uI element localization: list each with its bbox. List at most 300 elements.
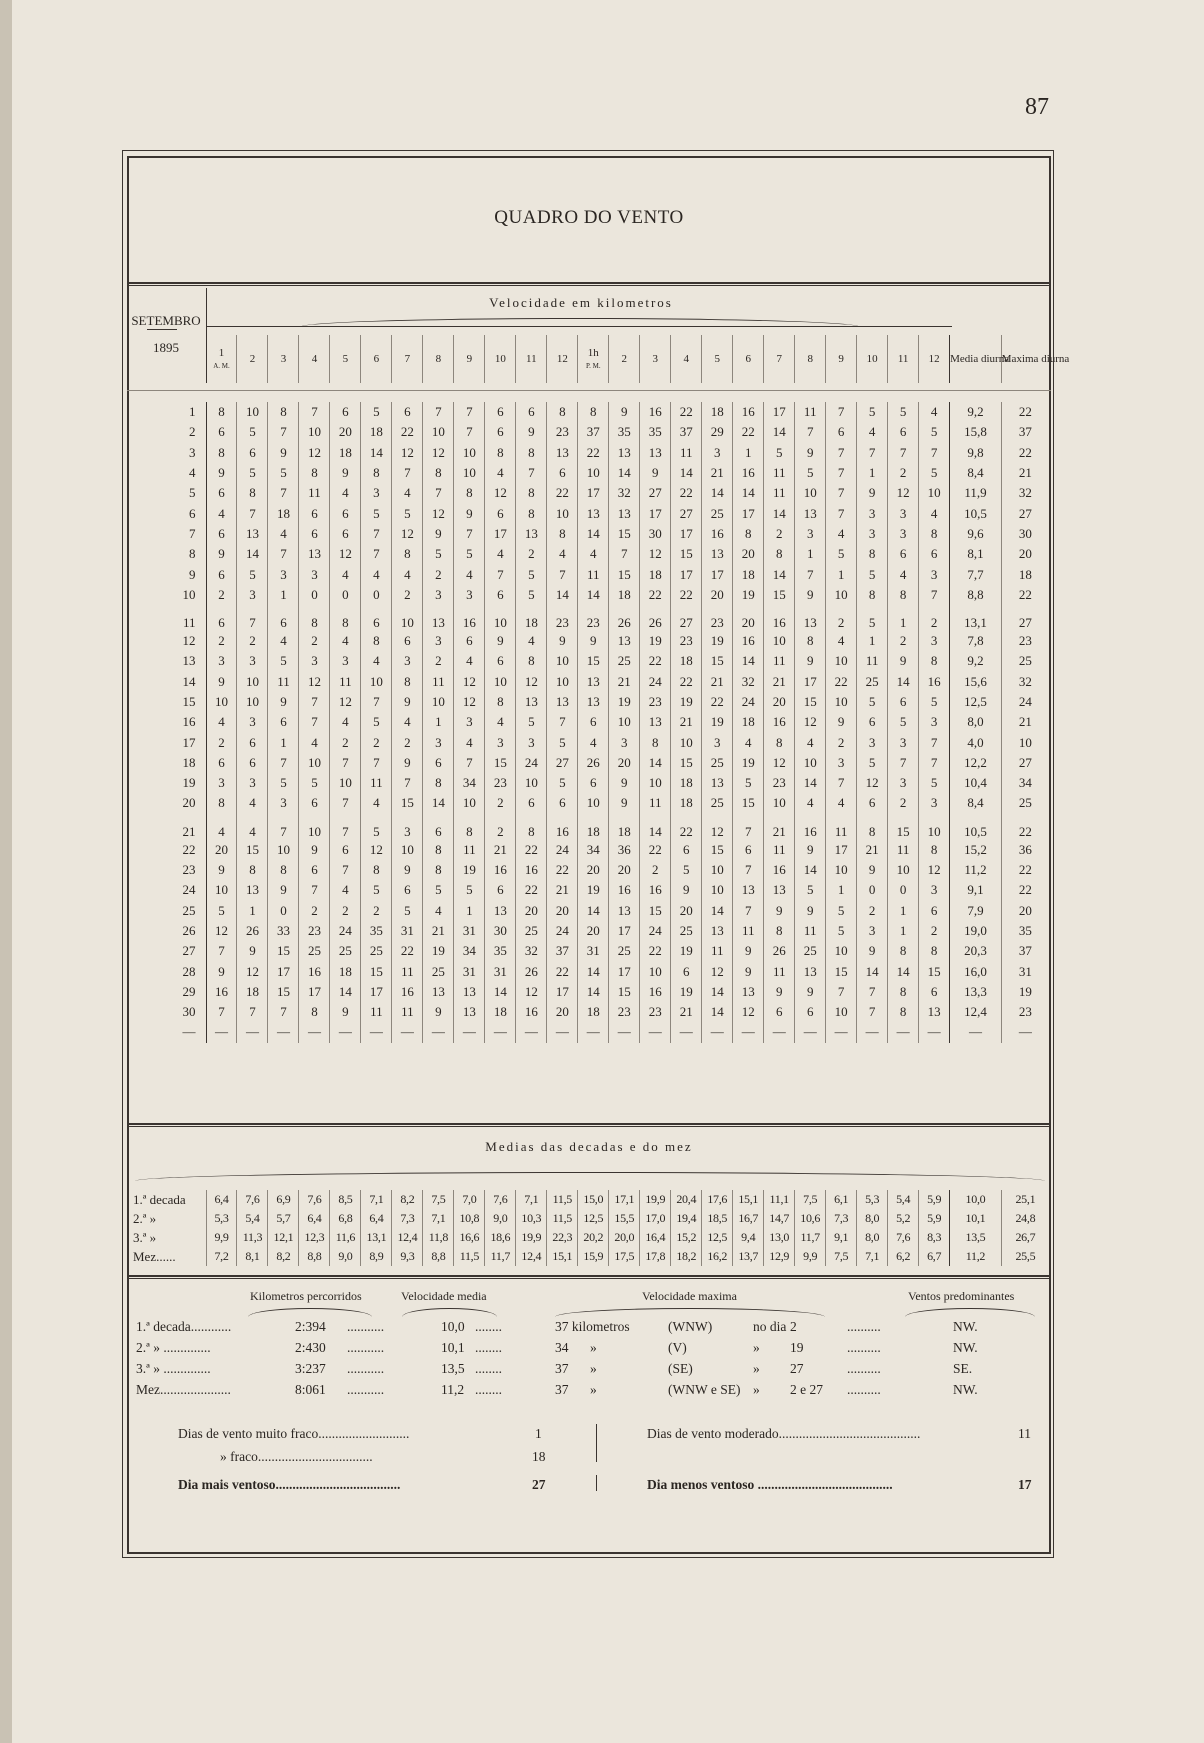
hour-value: 7 [888, 443, 919, 463]
hour-value: 2 [423, 564, 454, 584]
hour-value: 4 [454, 732, 485, 752]
average-hour-value: 22,3 [547, 1228, 578, 1247]
hour-value: 8 [330, 605, 361, 631]
hour-header-label: 1h [587, 346, 599, 359]
hour-value: 15 [392, 793, 423, 813]
average-hour-value: 15,5 [609, 1209, 640, 1228]
hour-value: 3 [919, 564, 950, 584]
hour-value: 8 [516, 651, 547, 671]
ventos-header: Ventos predominantes [908, 1289, 1015, 1303]
hour-header [764, 335, 795, 383]
hour-value: 3 [423, 732, 454, 752]
hour-value: 4 [392, 712, 423, 732]
hour-value: 8 [547, 524, 578, 544]
day-number: 20 [182, 795, 196, 811]
day-row [127, 773, 1049, 793]
hour-value: 2 [888, 463, 919, 483]
average-hour-value: 14,7 [764, 1209, 795, 1228]
media-diurna-value: 20,3 [950, 941, 1002, 961]
hour-value: 17 [795, 672, 826, 692]
maxima-diurna-value: 19 [1001, 982, 1049, 1002]
hour-value: 13 [237, 880, 268, 900]
mais-ventoso-label: Dia mais ventoso..................................... [178, 1477, 401, 1492]
hour-value: 18 [330, 961, 361, 981]
dash-mark: — [919, 1022, 950, 1042]
average-hour-value: 5,2 [888, 1209, 919, 1228]
day-label: » [753, 1340, 760, 1355]
hour-value: 22 [671, 585, 702, 605]
hour-value: 10 [609, 712, 640, 732]
average-hour-value: 9,0 [330, 1247, 361, 1266]
hour-value: 8 [516, 443, 547, 463]
hour-value: 11 [578, 564, 609, 584]
hour-value: 9 [733, 961, 764, 981]
hour-value: 4 [299, 732, 330, 752]
hour-header-label: 1 [218, 346, 225, 359]
hour-value: 2 [361, 901, 392, 921]
hour-value: 22 [578, 443, 609, 463]
hour-header-label: 4 [311, 353, 318, 365]
hour-value: 17 [547, 982, 578, 1002]
hour-value: 0 [857, 880, 888, 900]
hour-value: 11 [299, 483, 330, 503]
moderado-value: 11 [1018, 1426, 1031, 1441]
hour-value: 6 [330, 524, 361, 544]
hour-value: 17 [702, 564, 733, 584]
maxima-diurna-value: 18 [1001, 564, 1049, 584]
hour-value: 2 [826, 605, 857, 631]
media-diurna-value: 8,8 [950, 585, 1002, 605]
hour-value: 9 [423, 524, 454, 544]
hour-value: 7 [919, 585, 950, 605]
hour-value: 2 [764, 524, 795, 544]
hour-value: 7 [547, 564, 578, 584]
hour-value: 14 [237, 544, 268, 564]
hour-value: 13 [702, 921, 733, 941]
hour-value: 10 [454, 463, 485, 483]
hour-value: 12 [919, 860, 950, 880]
max-value: 34 [555, 1340, 569, 1355]
day-row [127, 901, 1049, 921]
hour-value: 4 [361, 793, 392, 813]
average-media-value: 10,0 [950, 1190, 1002, 1209]
hour-value: 7 [454, 753, 485, 773]
average-hour-value: 5,4 [237, 1209, 268, 1228]
hour-value: 9 [795, 901, 826, 921]
hour-value: 15 [268, 982, 299, 1002]
hour-value: 10 [299, 753, 330, 773]
hour-value: 4 [733, 732, 764, 752]
hour-value: 15 [671, 544, 702, 564]
hour-value: 14 [671, 463, 702, 483]
average-hour-value: 6,7 [919, 1247, 950, 1266]
hour-value: 23 [547, 422, 578, 442]
hour-value: 31 [578, 941, 609, 961]
hour-header-label: 8 [435, 353, 442, 365]
hour-value: 9 [609, 402, 640, 422]
hour-value: 15 [578, 651, 609, 671]
hour-value: 22 [733, 422, 764, 442]
hour-value: 25 [702, 503, 733, 523]
hour-value: 8 [237, 483, 268, 503]
hour-value: 16 [516, 1002, 547, 1022]
hour-value: 22 [547, 483, 578, 503]
hour-value: 7 [361, 524, 392, 544]
hour-value: 9 [609, 773, 640, 793]
hour-value: 26 [516, 961, 547, 981]
km-value: 2:394 [295, 1319, 326, 1334]
hour-value: 10 [485, 605, 516, 631]
hour-value: 18 [485, 1002, 516, 1022]
hour-value: 8 [268, 402, 299, 422]
hour-value: 5 [888, 402, 919, 422]
hour-value: 18 [330, 443, 361, 463]
average-hour-value: 5,3 [206, 1209, 237, 1228]
maxima-diurna-value: 27 [1001, 605, 1049, 631]
hour-value: 1 [268, 585, 299, 605]
hour-value: 6 [795, 1002, 826, 1022]
day-row [127, 793, 1049, 813]
media-diurna-value: 11,2 [950, 860, 1002, 880]
hour-value: 6 [578, 773, 609, 793]
vel-media-header: Velocidade media [401, 1289, 487, 1303]
hour-value: 14 [609, 463, 640, 483]
hour-value: 7 [361, 753, 392, 773]
hour-value: 6 [392, 402, 423, 422]
hour-value: 13 [485, 901, 516, 921]
hour-value: 16 [764, 605, 795, 631]
average-hour-value: 9,1 [826, 1228, 857, 1247]
hour-header [423, 335, 454, 383]
summary-dots: .......... [847, 1319, 881, 1334]
hour-value: 11 [764, 463, 795, 483]
hour-value: 14 [733, 651, 764, 671]
hour-value: 9 [454, 503, 485, 523]
hour-value: 8 [640, 732, 671, 752]
hour-value: 4 [795, 732, 826, 752]
hour-value: 34 [454, 941, 485, 961]
media-diurna-value: 15,2 [950, 840, 1002, 860]
hour-value: 20 [547, 1002, 578, 1022]
hour-value: 7 [516, 463, 547, 483]
summary-dots: ........ [475, 1382, 502, 1397]
hour-header-label: 12 [556, 353, 568, 365]
average-hour-value: 18,2 [671, 1247, 702, 1266]
average-hour-value: 5,4 [888, 1190, 919, 1209]
hour-value: 5 [795, 880, 826, 900]
hour-value: 10 [392, 840, 423, 860]
maxima-diurna-value: 21 [1001, 712, 1049, 732]
hour-value: 14 [702, 483, 733, 503]
hour-value: 4 [361, 651, 392, 671]
hour-value: 4 [919, 503, 950, 523]
hour-value: 3 [299, 651, 330, 671]
hour-value: 21 [857, 840, 888, 860]
hour-value: 12 [702, 814, 733, 840]
hour-value: 10 [206, 692, 237, 712]
hour-value: 2 [888, 793, 919, 813]
media-diurna-value: 13,3 [950, 982, 1002, 1002]
hour-value: 14 [795, 773, 826, 793]
hour-value: 6 [237, 732, 268, 752]
hour-value: 7 [299, 692, 330, 712]
media-diurna-value: 13,1 [950, 605, 1002, 631]
hour-header [609, 335, 640, 383]
hour-value: 5 [795, 463, 826, 483]
average-hour-value: 9,3 [392, 1247, 423, 1266]
km-value: 3:237 [295, 1361, 326, 1376]
year-label: 1895 [153, 340, 179, 355]
hour-value: 21 [423, 921, 454, 941]
hour-value: 30 [640, 524, 671, 544]
hour-value: 9 [516, 422, 547, 442]
hour-value: 5 [919, 422, 950, 442]
ventos-value: NW. [953, 1319, 978, 1334]
day-row [127, 880, 1049, 900]
hour-value: 6 [330, 402, 361, 422]
hour-value: 5 [299, 773, 330, 793]
hour-value: 9 [795, 585, 826, 605]
hour-value: 13 [609, 631, 640, 651]
hour-value: 2 [206, 631, 237, 651]
hour-value: 15 [609, 564, 640, 584]
hour-value: 7 [795, 564, 826, 584]
hour-value: 22 [547, 961, 578, 981]
hour-value: 16 [547, 814, 578, 840]
hour-value: 11 [671, 443, 702, 463]
hour-value: 35 [640, 422, 671, 442]
hour-value: 16 [764, 712, 795, 732]
hour-value: 20 [516, 901, 547, 921]
hour-value: 17 [733, 503, 764, 523]
hour-header-label: 7 [404, 353, 411, 365]
hour-value: 8 [237, 860, 268, 880]
hour-value: 4 [826, 631, 857, 651]
hour-value: 14 [764, 422, 795, 442]
hour-value: 4 [888, 564, 919, 584]
hour-value: 26 [237, 921, 268, 941]
hour-value: 7 [795, 422, 826, 442]
hour-value: 6 [826, 422, 857, 442]
hour-value: 5 [547, 732, 578, 752]
dash-mark: — [950, 1022, 1002, 1042]
hour-value: 5 [516, 585, 547, 605]
average-hour-value: 15,1 [547, 1247, 578, 1266]
hour-value: 9 [733, 941, 764, 961]
hour-value: 9 [857, 483, 888, 503]
hour-value: 14 [702, 1002, 733, 1022]
hour-value: 7 [268, 544, 299, 564]
average-maxima-value: 25,5 [1001, 1247, 1049, 1266]
average-hour-value: 9,4 [733, 1228, 764, 1247]
average-hour-value: 5,9 [919, 1190, 950, 1209]
hour-value: 7 [857, 1002, 888, 1022]
hour-value: 9 [392, 753, 423, 773]
day-row [127, 524, 1049, 544]
hour-header-table [127, 335, 1070, 383]
hour-value: 15 [361, 961, 392, 981]
hour-value: 1 [857, 631, 888, 651]
average-hour-value: 11,1 [764, 1190, 795, 1209]
hour-value: 9 [299, 840, 330, 860]
average-hour-value: 13,1 [361, 1228, 392, 1247]
summary-dots: .......... [847, 1382, 881, 1397]
hour-value: 0 [268, 901, 299, 921]
day-number: 13 [182, 653, 196, 669]
hour-value: 8 [578, 402, 609, 422]
hour-value: 6 [578, 712, 609, 732]
day-number: 26 [182, 922, 196, 938]
average-hour-value: 12,5 [578, 1209, 609, 1228]
dash-mark: — [423, 1022, 454, 1042]
day-row [127, 544, 1049, 564]
hour-value: 0 [361, 585, 392, 605]
hour-value: 11 [640, 793, 671, 813]
hour-value: 4 [423, 901, 454, 921]
media-diurna-value: 8,1 [950, 544, 1002, 564]
average-row [127, 1190, 1049, 1209]
hour-value: 4 [330, 712, 361, 732]
hour-value: 0 [888, 880, 919, 900]
hour-value: 37 [547, 941, 578, 961]
hour-value: 15 [795, 692, 826, 712]
hour-value: 1 [888, 605, 919, 631]
hour-value: 18 [361, 422, 392, 442]
hour-header-label: 12 [928, 353, 940, 365]
average-media-value: 13,5 [950, 1228, 1002, 1247]
hour-value: 10 [547, 503, 578, 523]
hour-value: 5 [237, 564, 268, 584]
hour-value: 6 [547, 793, 578, 813]
hour-value: 4 [454, 564, 485, 584]
hour-value: 10 [919, 483, 950, 503]
hour-value: 24 [640, 921, 671, 941]
hour-value: 9 [764, 901, 795, 921]
media-diurna-value: 9,1 [950, 880, 1002, 900]
average-hour-value: 7,3 [392, 1209, 423, 1228]
hour-header-label: 6 [373, 353, 380, 365]
average-hour-value: 9,9 [206, 1228, 237, 1247]
day-row [127, 692, 1049, 712]
average-hour-value: 13,0 [764, 1228, 795, 1247]
hour-value: 25 [299, 941, 330, 961]
fraco-value: 18 [532, 1449, 546, 1464]
hour-value: 24 [547, 840, 578, 860]
hour-value: 18 [578, 1002, 609, 1022]
hour-value: 6 [857, 712, 888, 732]
average-hour-value: 7,5 [423, 1190, 454, 1209]
maxima-diurna-value: 22 [1001, 860, 1049, 880]
hour-value: 8 [764, 544, 795, 564]
dash-mark: — [609, 1022, 640, 1042]
hour-value: 8 [423, 860, 454, 880]
hour-value: 9 [206, 672, 237, 692]
summary-label: Mez..................... [136, 1382, 231, 1397]
hour-value: 5 [237, 422, 268, 442]
hour-value: 21 [671, 712, 702, 732]
hour-value: 8 [361, 631, 392, 651]
average-hour-value: 6,9 [268, 1190, 299, 1209]
hour-header-label: 2 [621, 353, 628, 365]
hour-value: 15 [609, 524, 640, 544]
average-label: 3.ª » [133, 1229, 157, 1245]
hour-value: 6 [733, 840, 764, 860]
summary-label: 3.ª » .............. [136, 1361, 211, 1376]
hour-value: 6 [919, 901, 950, 921]
average-hour-value: 11,5 [454, 1247, 485, 1266]
average-hour-value: 12,3 [299, 1228, 330, 1247]
menos-ventoso-value: 17 [1018, 1477, 1032, 1492]
hour-value: 1 [795, 544, 826, 564]
dash-mark: — [392, 1022, 423, 1042]
maxima-diurna-value: 22 [1001, 443, 1049, 463]
hour-value: 10 [330, 773, 361, 793]
hour-value: 12 [454, 692, 485, 712]
max-unit: » [590, 1340, 597, 1355]
hour-value: 21 [702, 672, 733, 692]
average-maxima-value: 26,7 [1001, 1228, 1049, 1247]
average-hour-value: 7,1 [423, 1209, 454, 1228]
hour-value: 9 [268, 692, 299, 712]
hour-value: 10 [702, 880, 733, 900]
hour-value: 9 [206, 961, 237, 981]
media-diurna-value: 9,8 [950, 443, 1002, 463]
hour-value: 13 [516, 524, 547, 544]
hour-value: 12 [206, 921, 237, 941]
hour-value: 29 [702, 422, 733, 442]
average-hour-value: 9,0 [485, 1209, 516, 1228]
hour-value: 7 [237, 503, 268, 523]
hour-value: 1 [237, 901, 268, 921]
hour-value: 10 [237, 692, 268, 712]
hour-value: 10 [826, 692, 857, 712]
day-row [127, 463, 1049, 483]
day-row [127, 422, 1049, 442]
media-value: 11,2 [441, 1382, 465, 1397]
max-day: 27 [790, 1361, 804, 1376]
hour-value: 10 [516, 773, 547, 793]
hour-value: 27 [547, 753, 578, 773]
stats-divider-short [596, 1475, 597, 1491]
average-row [127, 1228, 1049, 1247]
average-hour-value: 17,6 [702, 1190, 733, 1209]
hour-value: 25 [857, 672, 888, 692]
hour-value: 14 [578, 982, 609, 1002]
hour-value: 22 [516, 880, 547, 900]
ventos-value: SE. [953, 1361, 973, 1376]
hour-value: 7 [454, 402, 485, 422]
hour-value: 3 [206, 773, 237, 793]
hour-value: 10 [826, 941, 857, 961]
maxima-diurna-value: 36 [1001, 840, 1049, 860]
day-row [127, 712, 1049, 732]
hour-value: 9 [795, 982, 826, 1002]
day-number: 24 [182, 882, 196, 898]
hour-value: 9 [392, 692, 423, 712]
hour-value: 11 [361, 773, 392, 793]
hour-value: 23 [609, 1002, 640, 1022]
hour-value: 7 [392, 463, 423, 483]
day-row [127, 921, 1049, 941]
header-bottom-rule [127, 390, 1051, 391]
day-number: 15 [182, 694, 196, 709]
hour-value: 16 [516, 860, 547, 880]
hour-value: 4 [826, 524, 857, 544]
hour-value: 2 [392, 732, 423, 752]
day-number: 16 [182, 714, 196, 730]
hour-value: 5 [392, 901, 423, 921]
hour-value: 16 [206, 982, 237, 1002]
